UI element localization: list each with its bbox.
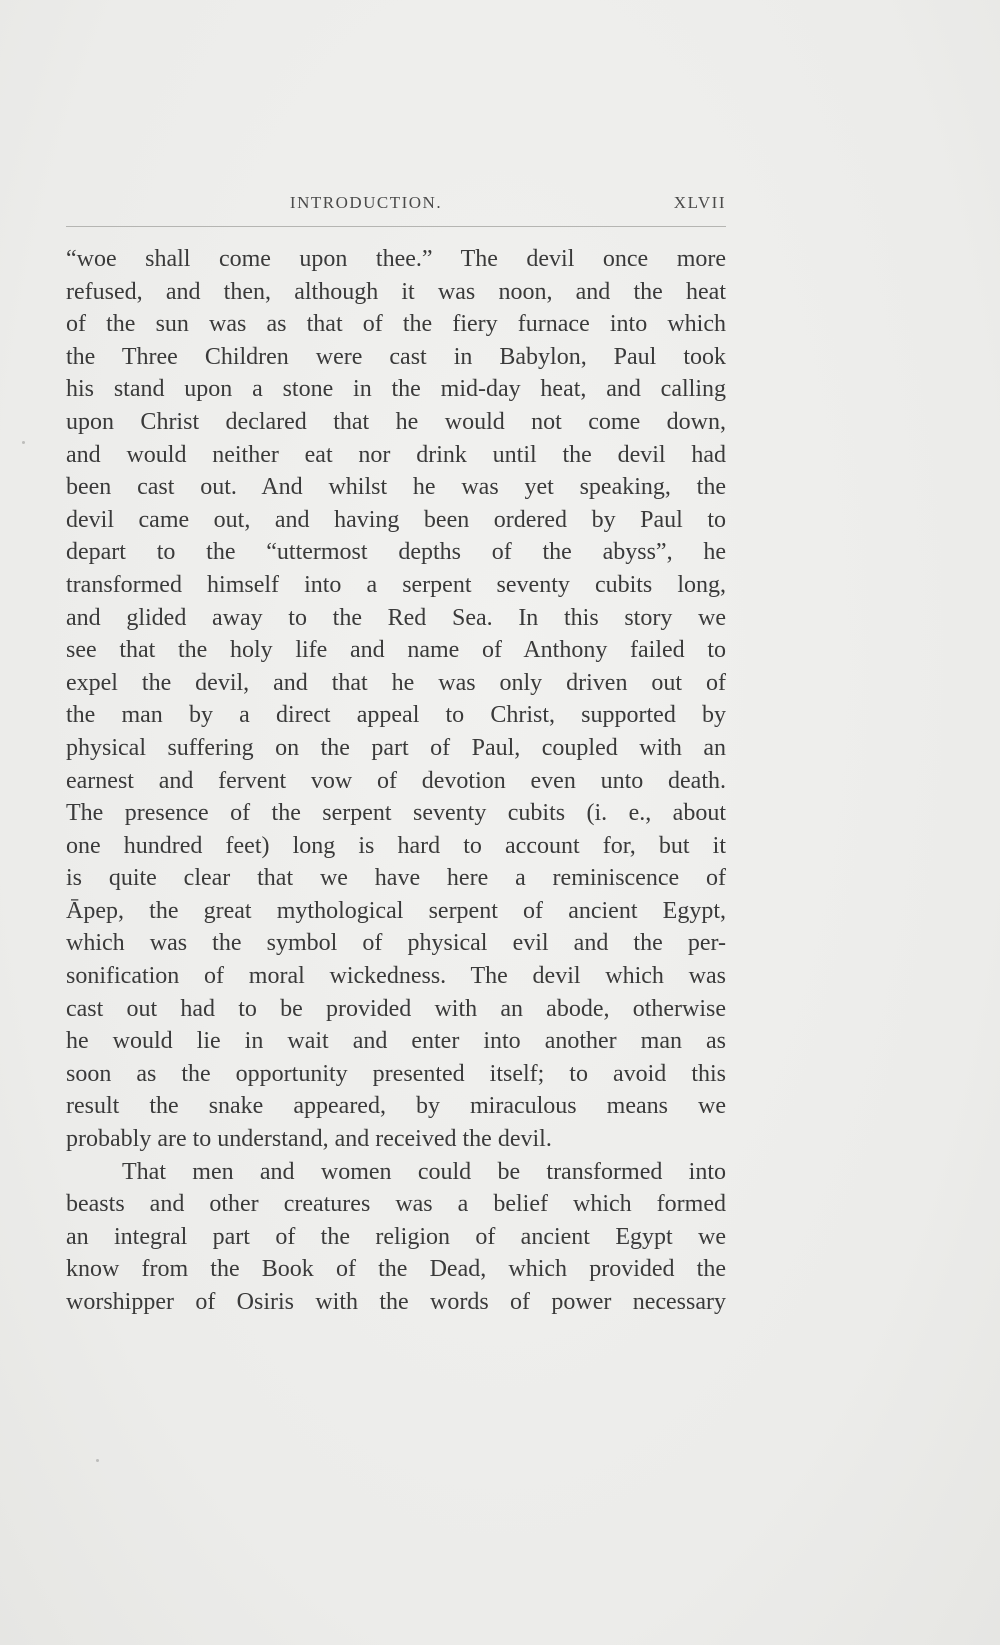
text-line: his stand upon a stone in the mid-day heat, and calling [66,376,726,403]
text-line: and glided away to the Red Sea. In this story we [66,604,726,631]
text-line: an integral part of the religion of ancient Egypt we [66,1223,726,1250]
text-line: depart to the “uttermost depths of the abyss”, he [66,539,726,566]
text-line: of the sun was as that of the fiery furnace into which [66,311,726,338]
text-line: probably are to understand, and received the devil. [66,1126,552,1153]
text-line: the man by a direct appeal to Christ, supported by [66,702,726,729]
text-line: see that the holy life and name of Anthony failed to [66,637,726,664]
text-line: The presence of the serpent seventy cubits (i. e., about [66,800,726,827]
text-line: result the snake appeared, by miraculous means we [66,1093,726,1120]
text-line: devil came out, and having been ordered by Paul to [66,506,726,533]
paper-speck [22,441,25,444]
text-line: and would neither eat nor drink until the devil had [66,441,726,468]
text-line: soon as the opportunity presented itself; to avoid this [66,1060,726,1087]
page-number: XLVII [673,193,726,212]
text-line: worshipper of Osiris with the words of power necessary [66,1289,726,1315]
text-line: physical suffering on the part of Paul, coupled with an [66,734,726,761]
text-line: Āpep, the great mythological serpent of ancient Egypt, [66,897,726,924]
text-line: the Three Children were cast in Babylon, Paul took [66,343,726,370]
header-rule [66,226,726,227]
text-line: That men and women could be transformed into [122,1158,726,1185]
text-line: which was the symbol of physical evil and the per- [66,930,726,957]
text-line: one hundred feet) long is hard to account for, but it [66,832,726,859]
text-line: transformed himself into a serpent seventy cubits long, [66,571,726,598]
text-line: upon Christ declared that he would not come down, [66,408,726,435]
running-title: INTRODUCTION. [289,193,443,212]
text-line: he would lie in wait and enter into another man as [66,1028,726,1055]
text-line: cast out had to be provided with an abode, otherwise [66,995,726,1022]
paper-speck [96,1459,99,1462]
page-header [66,193,726,221]
text-line: beasts and other creatures was a belief which formed [66,1191,726,1218]
text-line: “woe shall come upon thee.” The devil once more [66,246,726,272]
text-line: expel the devil, and that he was only driven out of [66,669,726,696]
body-text [66,243,726,1319]
text-line: refused, and then, although it was noon, and the heat [66,278,726,305]
text-line: know from the Book of the Dead, which provided the [66,1256,726,1283]
text-line: earnest and fervent vow of devotion even unto death. [66,767,726,794]
text-line: been cast out. And whilst he was yet speaking, the [66,474,726,501]
text-line: is quite clear that we have here a reminiscence of [66,865,726,892]
text-line: sonification of moral wickedness. The devil which was [66,963,726,990]
